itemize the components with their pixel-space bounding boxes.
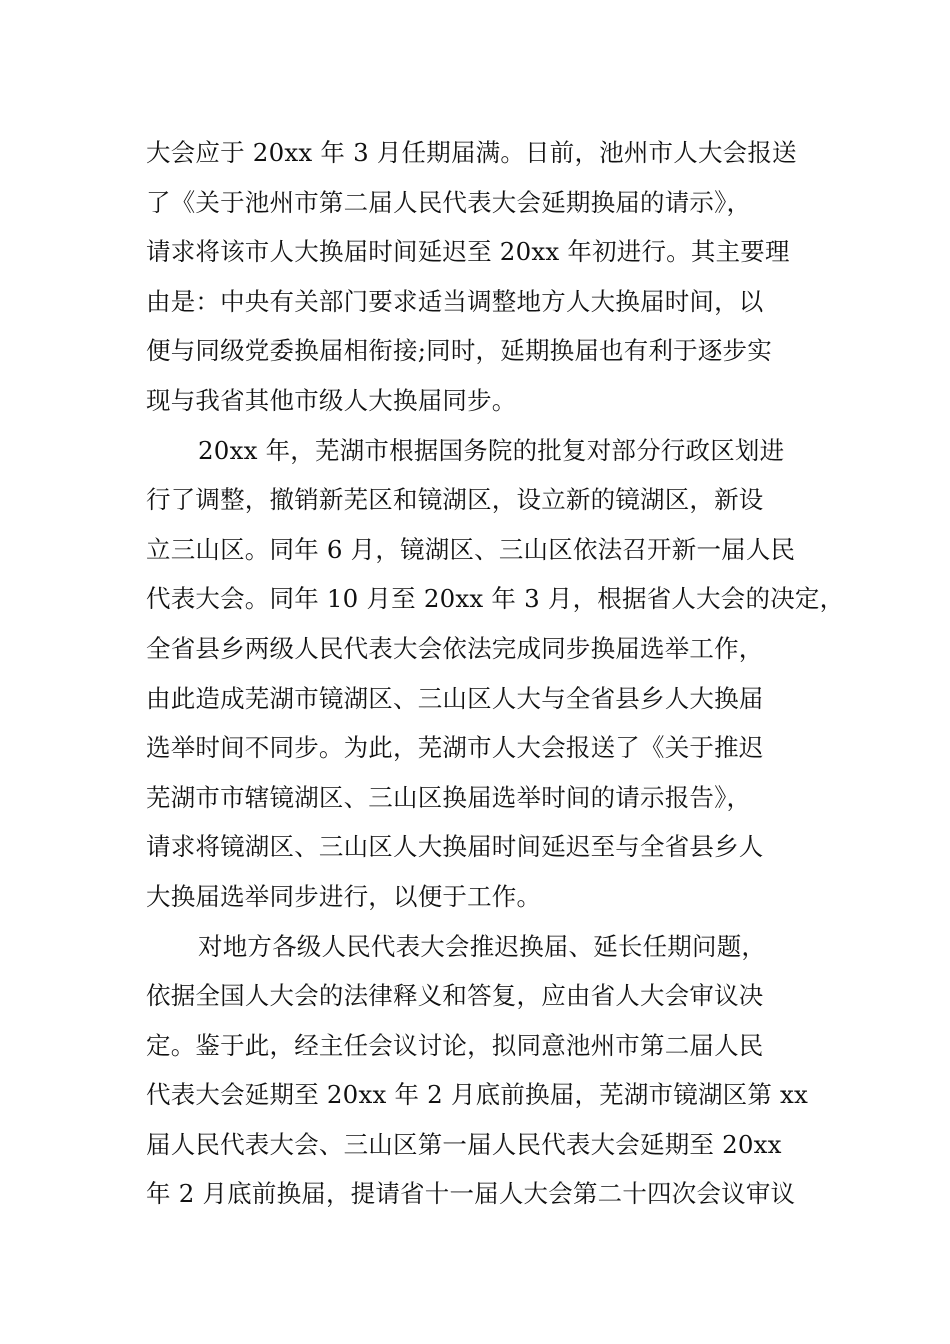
text-line: 现与我省其他市级人大换届同步。	[146, 385, 517, 415]
text-line: 届人民代表大会、三山区第一届人民代表大会延期至 20xx	[146, 1129, 782, 1159]
text-line: 芜湖市市辖镜湖区、三山区换届选举时间的请示报告》，	[146, 782, 752, 812]
text-line: 请求将该市人大换届时间延迟至 20xx 年初进行。其主要理	[146, 237, 790, 267]
text-line: 由是：中央有关部门要求适当调整地方人大换届时间，以	[146, 286, 764, 316]
text-line: 由此造成芜湖市镜湖区、三山区人大与全省县乡人大换届	[146, 683, 764, 713]
text-line: 便与同级党委换届相衔接;同时，延期换届也有利于逐步实	[146, 336, 772, 366]
text-line: 请求将镜湖区、三山区人大换届时间延迟至与全省县乡人	[146, 832, 764, 862]
text-line: 对地方各级人民代表大会推迟换届、延长任期问题，	[198, 931, 767, 961]
text-line: 定。鉴于此，经主任会议讨论，拟同意池州市第二届人民	[146, 1030, 764, 1060]
text-line: 行了调整，撤销新芜区和镜湖区，设立新的镜湖区，新设	[146, 485, 764, 515]
document-body	[146, 128, 845, 1219]
text-line: 了《关于池州市第二届人民代表大会延期换届的请示》，	[146, 187, 752, 217]
paragraph-1	[146, 128, 826, 426]
text-line: 全省县乡两级人民代表大会依法完成同步换届选举工作，	[146, 633, 764, 663]
text-line: 立三山区。同年 6 月，镜湖区、三山区依法召开新一届人民	[146, 534, 796, 564]
text-line: 20xx 年，芜湖市根据国务院的批复对部分行政区划进	[198, 435, 785, 465]
text-line: 大换届选举同步进行，以便于工作。	[146, 881, 542, 911]
text-line: 代表大会。同年 10 月至 20xx 年 3 月，根据省人大会的决定，	[146, 584, 845, 614]
paragraph-2	[146, 426, 845, 922]
text-line: 选举时间不同步。为此，芜湖市人大会报送了《关于推迟	[146, 733, 764, 763]
text-line: 依据全国人大会的法律释义和答复，应由省人大会审议决	[146, 981, 764, 1011]
text-line: 代表大会延期至 20xx 年 2 月底前换届，芜湖市镜湖区第 xx	[146, 1080, 809, 1110]
text-line: 大会应于 20xx 年 3 月任期届满。日前，池州市人大会报送	[146, 138, 797, 167]
text-line: 年 2 月底前换届，提请省十一届人大会第二十四次会议审议	[146, 1179, 796, 1209]
paragraph-3	[146, 922, 826, 1220]
